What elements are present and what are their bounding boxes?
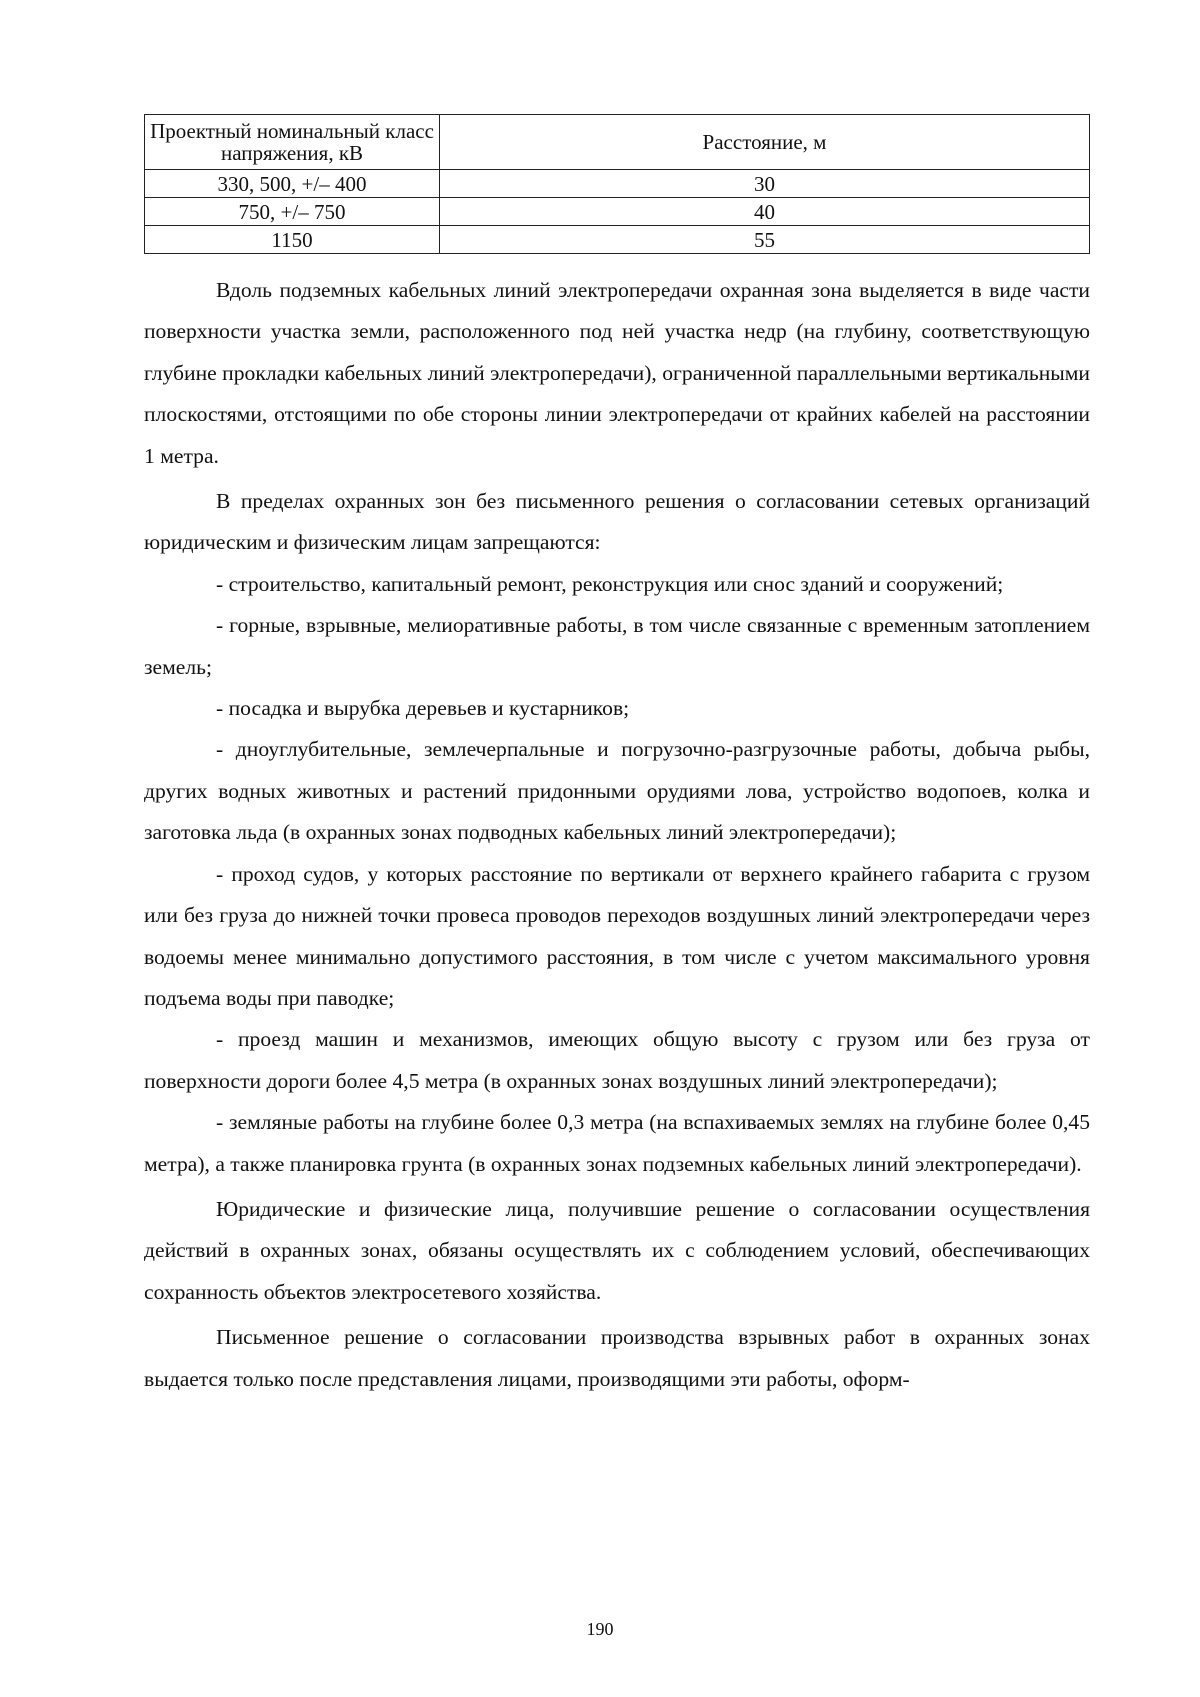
body-text <box>144 270 1090 1400</box>
list-item: - проезд машин и механизмов, имеющих общую высоту с грузом или без груза от поверхности дороги более 4,5 метра (в охранных зонах воздушных линий электропередачи); <box>144 1027 1090 1093</box>
paragraph-cable-zone: Вдоль подземных кабельных линий электропередачи охранная зона выделяется в виде части поверхности участка земли, расположенного под ней участка недр (на глубину, соответствующую глубине прокладки кабельных линий электропередачи), ограниченной параллельными вертикальными плоскостями, отстоящими по обе стороны линии электропередачи от крайних кабелей на расстоянии 1 метра. <box>144 278 1090 468</box>
table-row <box>145 170 1090 198</box>
page-number: 190 <box>586 1619 614 1639</box>
table-row <box>145 226 1090 254</box>
paragraph-prohibitions-intro: В пределах охранных зон без письменного решения о согласовании сетевых организаций юридическим и физическим лицам запрещаются: <box>144 489 1090 555</box>
list-item: - земляные работы на глубине более 0,3 метра (на вспахиваемых землях на глубине более 0,45 метра), а также планировка грунта (в охранных зонах подземных кабельных линий электропередачи). <box>144 1110 1090 1176</box>
paragraph-obligations: Юридические и физические лица, получившие решение о согласовании осуществления действий в охранных зонах, обязаны осуществлять их с соблюдением условий, обеспечивающих сохранность объектов электросетевого хозяйства. <box>144 1196 1090 1304</box>
list-item: - строительство, капитальный ремонт, реконструкция или снос зданий и сооружений; <box>216 571 1004 596</box>
table-header-distance: Расстояние, м <box>440 115 1090 170</box>
table-header-row <box>145 115 1090 170</box>
paragraph-blasting-permit: Письменное решение о согласовании производства взрывных работ в охранных зонах выдается только после представления лицами, производящими эти работы, оформ- <box>144 1325 1090 1391</box>
table-cell-voltage: 750, +/– 750 <box>145 198 440 226</box>
table-cell-distance: 40 <box>440 198 1090 226</box>
list-item: - посадка и вырубка деревьев и кустарников; <box>216 696 630 721</box>
list-item: - проход судов, у которых расстояние по вертикали от верхнего крайнего габарита с грузом или без груза до нижней точки провеса проводов переходов воздушных линий электропередачи через водоемы менее минимально допустимого расстояния, в том числе с учетом максимального уровня подъема воды при паводке; <box>144 861 1090 1010</box>
list-item: - горные, взрывные, мелиоративные работы, в том числе связанные с временным затоплением земель; <box>144 613 1090 679</box>
table-cell-voltage: 330, 500, +/– 400 <box>145 170 440 198</box>
table-header-voltage: Проектный номинальный класс напряжения, кВ <box>145 115 440 170</box>
list-item: - дноуглубительные, землечерпальные и погрузочно-разгрузочные работы, добыча рыбы, других водных животных и растений придонными орудиями лова, устройство водопоев, колка и заготовка льда (в охранных зонах подводных кабельных линий электропередачи); <box>144 737 1090 845</box>
voltage-distance-table <box>144 114 1090 254</box>
table-cell-distance: 30 <box>440 170 1090 198</box>
table-row <box>145 198 1090 226</box>
table-cell-voltage: 1150 <box>145 226 440 254</box>
table-cell-distance: 55 <box>440 226 1090 254</box>
